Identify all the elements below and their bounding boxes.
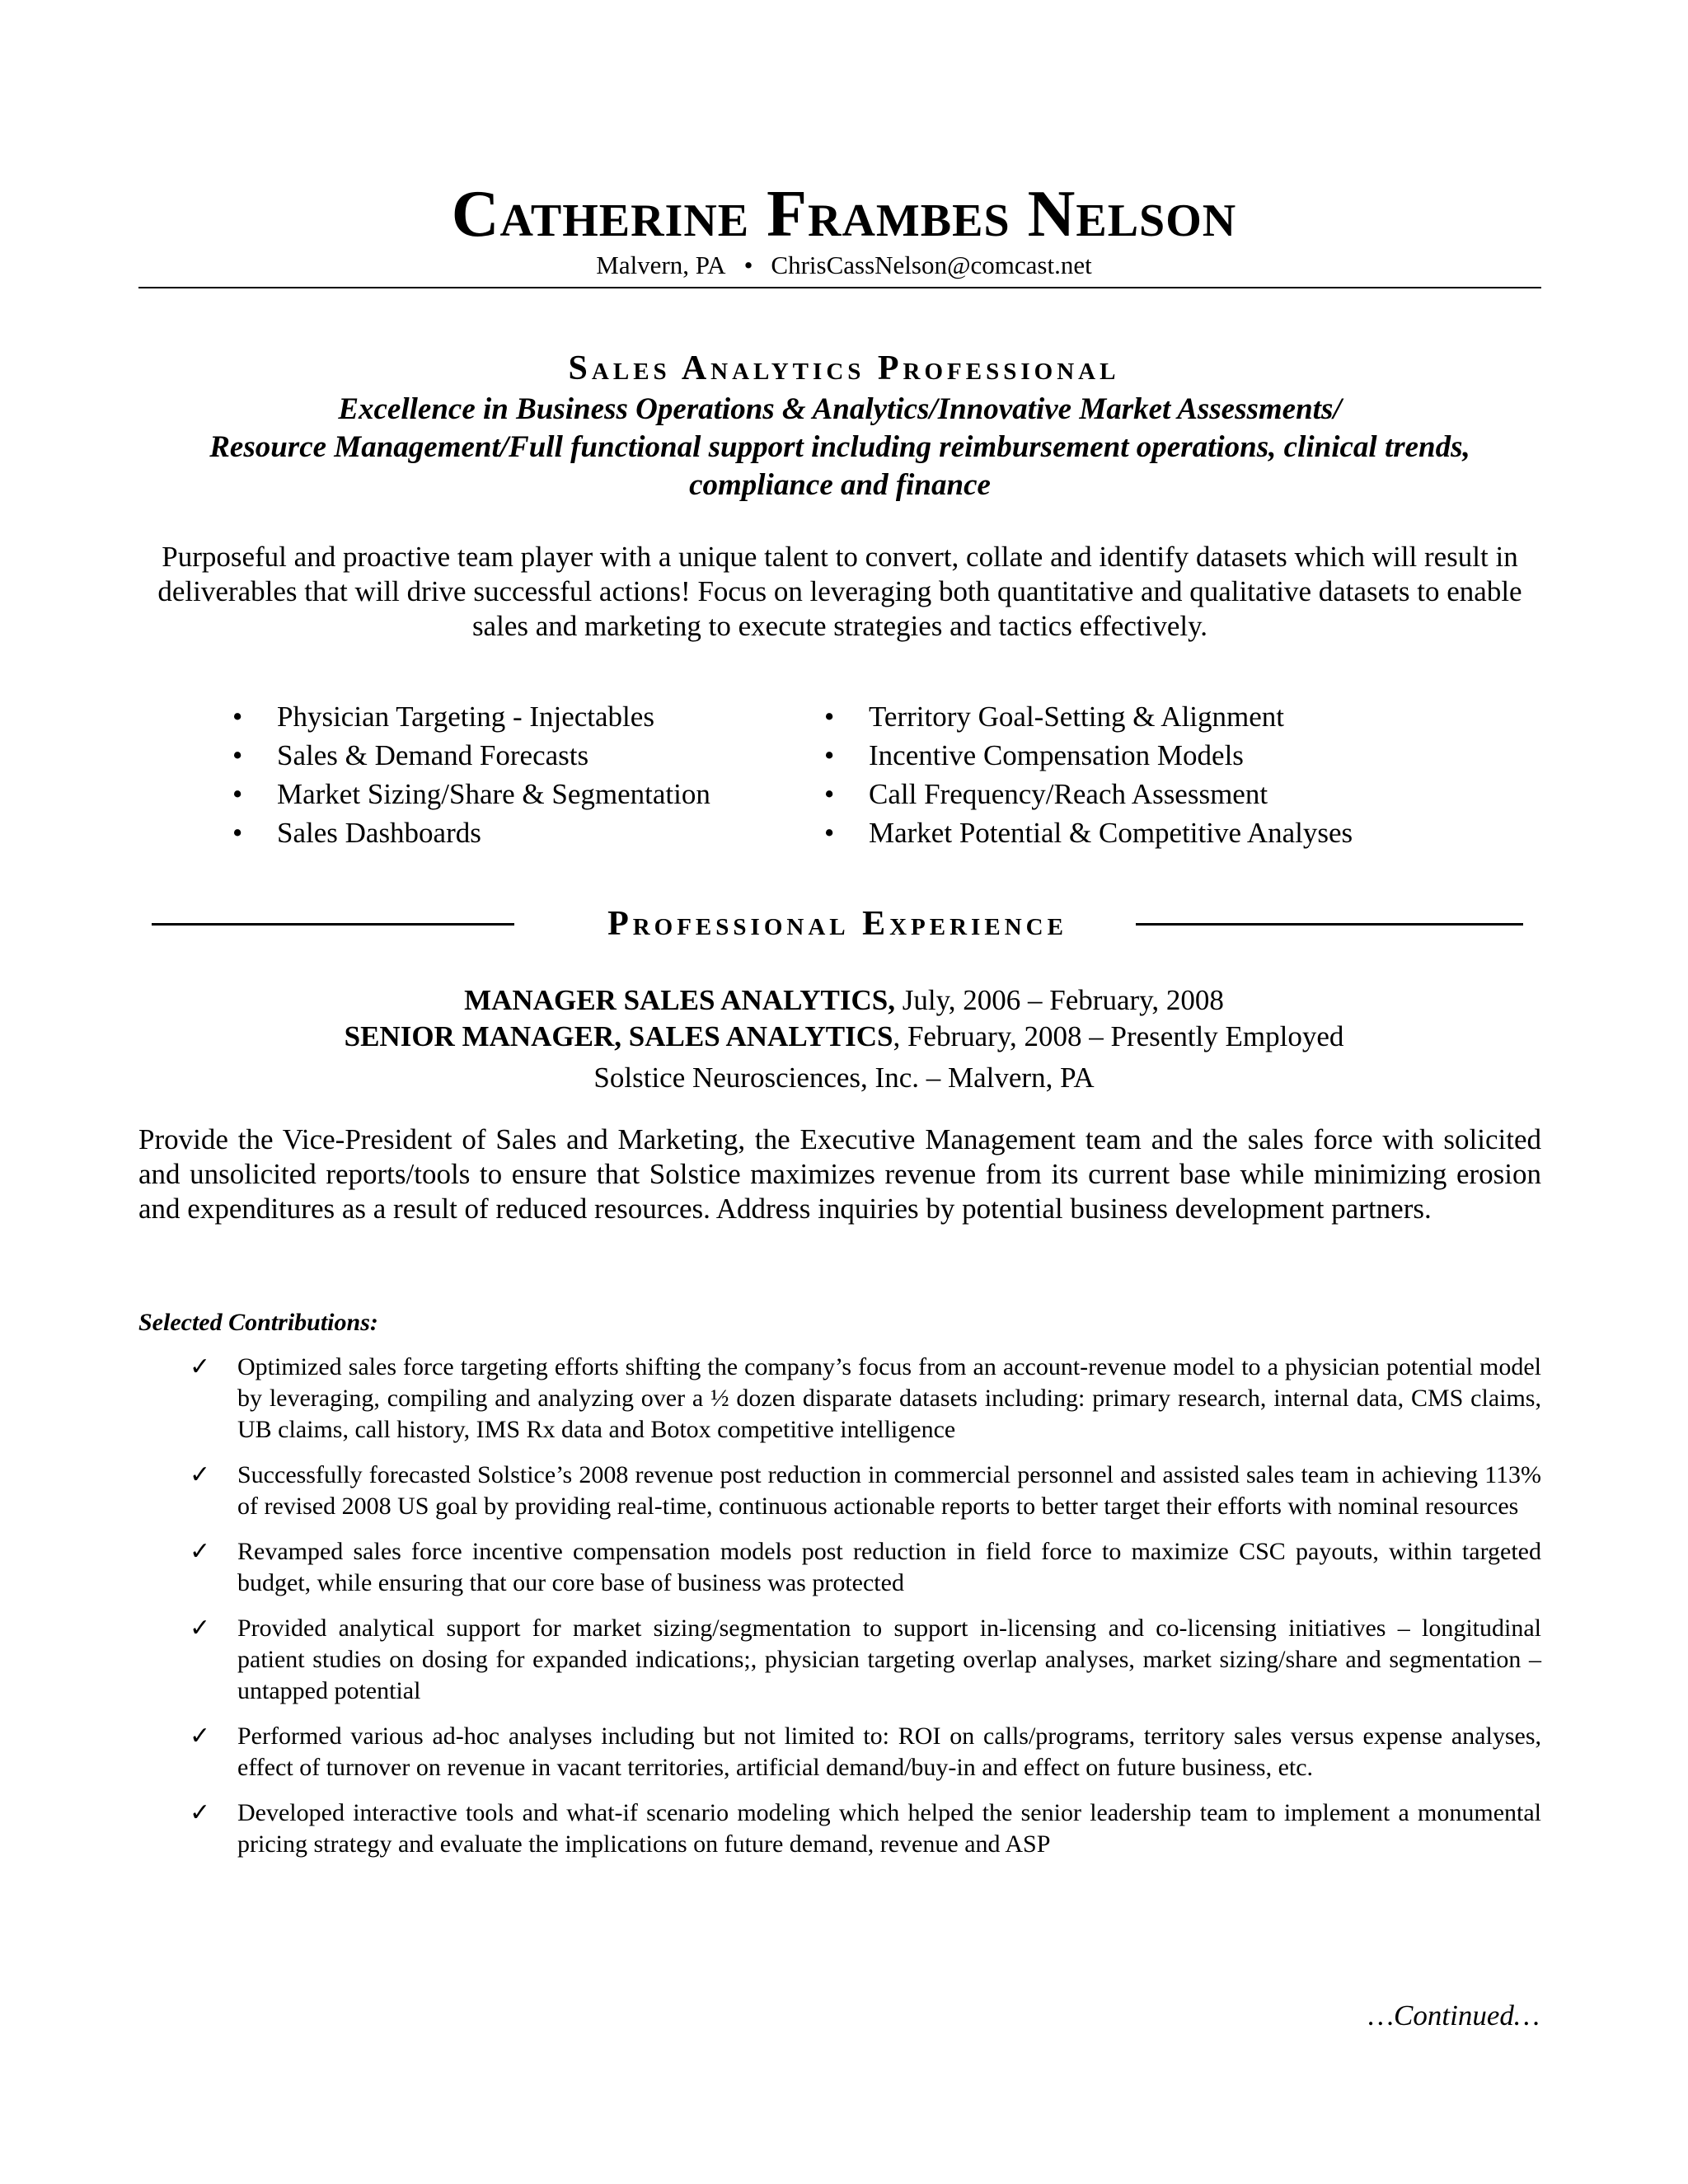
job-titles — [0, 982, 1688, 1055]
location: Malvern, PA — [596, 251, 726, 279]
company-line: Solstice Neurosciences, Inc. – Malvern, PA — [593, 1062, 1095, 1094]
headline-tagline — [138, 391, 1541, 504]
summary-paragraph: Purposeful and proactive team player with a unique talent to convert, collate and identify datasets which will result in deliverables that will drive successful actions! Focus on leveraging both quantitative and qualitative datasets to enable sales and marketing to execute strategies and tactics effectively. — [157, 541, 1522, 642]
bullet-icon: • — [824, 701, 835, 733]
bullet-icon: • — [232, 778, 243, 810]
contribution-item: ✓ Developed interactive tools and what-if scenario modeling which helped the senior leadership team to implement a monumental pricing strategy and evaluate the implications on future demand, revenue and ASP — [190, 1799, 1541, 1858]
contact-line — [0, 249, 1688, 282]
contribution-item: ✓ Optimized sales force targeting efforts shifting the company’s focus from an account-revenue model to a physician potential model by leveraging, compiling and analyzing over a ½ dozen disparate datasets including: primary research, internal data, CMS claims, UB claims, call history, IMS Rx data and Botox competitive intelligence — [190, 1353, 1541, 1443]
skill-item: • Call Frequency/Reach Assessment — [821, 775, 1465, 813]
checkmark-icon: ✓ — [190, 1615, 211, 1642]
job-dates: , February, 2008 – Presently Employed — [893, 1020, 1344, 1052]
skill-item: • Incentive Compensation Models — [821, 736, 1465, 775]
contributions-label: Selected Contributions: — [138, 1309, 378, 1336]
bullet-separator: • — [743, 251, 753, 279]
skill-item: • Sales Dashboards — [229, 813, 806, 852]
section-title: Professional Experience — [607, 905, 1067, 943]
checkmark-icon: ✓ — [190, 1353, 211, 1380]
bullet-icon: • — [824, 817, 835, 849]
section-rule-left — [152, 923, 514, 926]
job-title: MANAGER SALES ANALYTICS, — [464, 984, 895, 1016]
job-description: Provide the Vice-President of Sales and Marketing, the Executive Management team and the sales force with solicited and unsolicited reports/tools to ensure that Solstice maximizes revenue from its current base while minimizing erosion and expenditures as a result of reduced resources. Address inquiries by potential business development partners. — [138, 1123, 1541, 1225]
bullet-icon: • — [232, 817, 243, 849]
bullet-icon: • — [824, 778, 835, 810]
job-dates: July, 2006 – February, 2008 — [894, 984, 1224, 1016]
checkmark-icon: ✓ — [190, 1461, 211, 1488]
skill-item: • Physician Targeting - Injectables — [229, 697, 806, 736]
candidate-name: Catherine Frambes Nelson — [451, 178, 1237, 251]
continued-note: …Continued… — [1367, 1999, 1540, 2032]
job-role — [0, 982, 1688, 1019]
bullet-icon: • — [232, 739, 243, 771]
contribution-item: ✓ Provided analytical support for market sizing/segmentation to support in-licensing and co-licensing initiatives – longitudinal patient studies on dosing for expanded indications;, physician targeting overlap analyses, market sizing/share and segmentation – untapped potential — [190, 1615, 1541, 1704]
skill-item: • Sales & Demand Forecasts — [229, 736, 806, 775]
skill-item: • Territory Goal-Setting & Alignment — [821, 697, 1465, 736]
job-title: SENIOR MANAGER, SALES ANALYTICS — [344, 1020, 893, 1052]
checkmark-icon: ✓ — [190, 1722, 211, 1750]
skill-item: • Market Potential & Competitive Analyses — [821, 813, 1465, 852]
bullet-icon: • — [232, 701, 243, 733]
email-address: ChrisCassNelson@comcast.net — [771, 251, 1092, 279]
contribution-item: ✓ Revamped sales force incentive compensation models post reduction in field force to maximize CSC payouts, within targeted budget, while ensuring that our core base of business was protected — [190, 1538, 1541, 1596]
section-heading-experience — [152, 902, 1523, 946]
tagline-line: compliance and finance — [689, 468, 991, 502]
section-rule-right — [1136, 923, 1523, 926]
checkmark-icon: ✓ — [190, 1538, 211, 1565]
job-role — [0, 1019, 1688, 1055]
checkmark-icon: ✓ — [190, 1799, 211, 1826]
contribution-item: ✓ Performed various ad-hoc analyses including but not limited to: ROI on calls/programs, territory sales versus expense analyses, effect of turnover on revenue in vacant territories, artificial demand/buy-in and effect on future business, etc. — [190, 1722, 1541, 1781]
header-rule — [138, 287, 1541, 288]
skills-column-right — [821, 697, 1465, 852]
contribution-item: ✓ Successfully forecasted Solstice’s 2008 revenue post reduction in commercial personnel and assisted sales team in achieving 113% of revised 2008 US goal by providing real-time, continuous actionable reports to better target their efforts with nominal resources — [190, 1461, 1541, 1520]
skill-item: • Market Sizing/Share & Segmentation — [229, 775, 806, 813]
tagline-line: Excellence in Business Operations & Analytics/Innovative Market Assessments/ — [338, 392, 1342, 426]
skills-column-left — [229, 697, 806, 852]
contributions-list — [138, 1352, 1541, 1874]
tagline-line: Resource Management/Full functional support including reimbursement operations, clinical trends, — [209, 430, 1470, 464]
bullet-icon: • — [824, 739, 835, 771]
headline-title: Sales Analytics Professional — [568, 349, 1120, 387]
